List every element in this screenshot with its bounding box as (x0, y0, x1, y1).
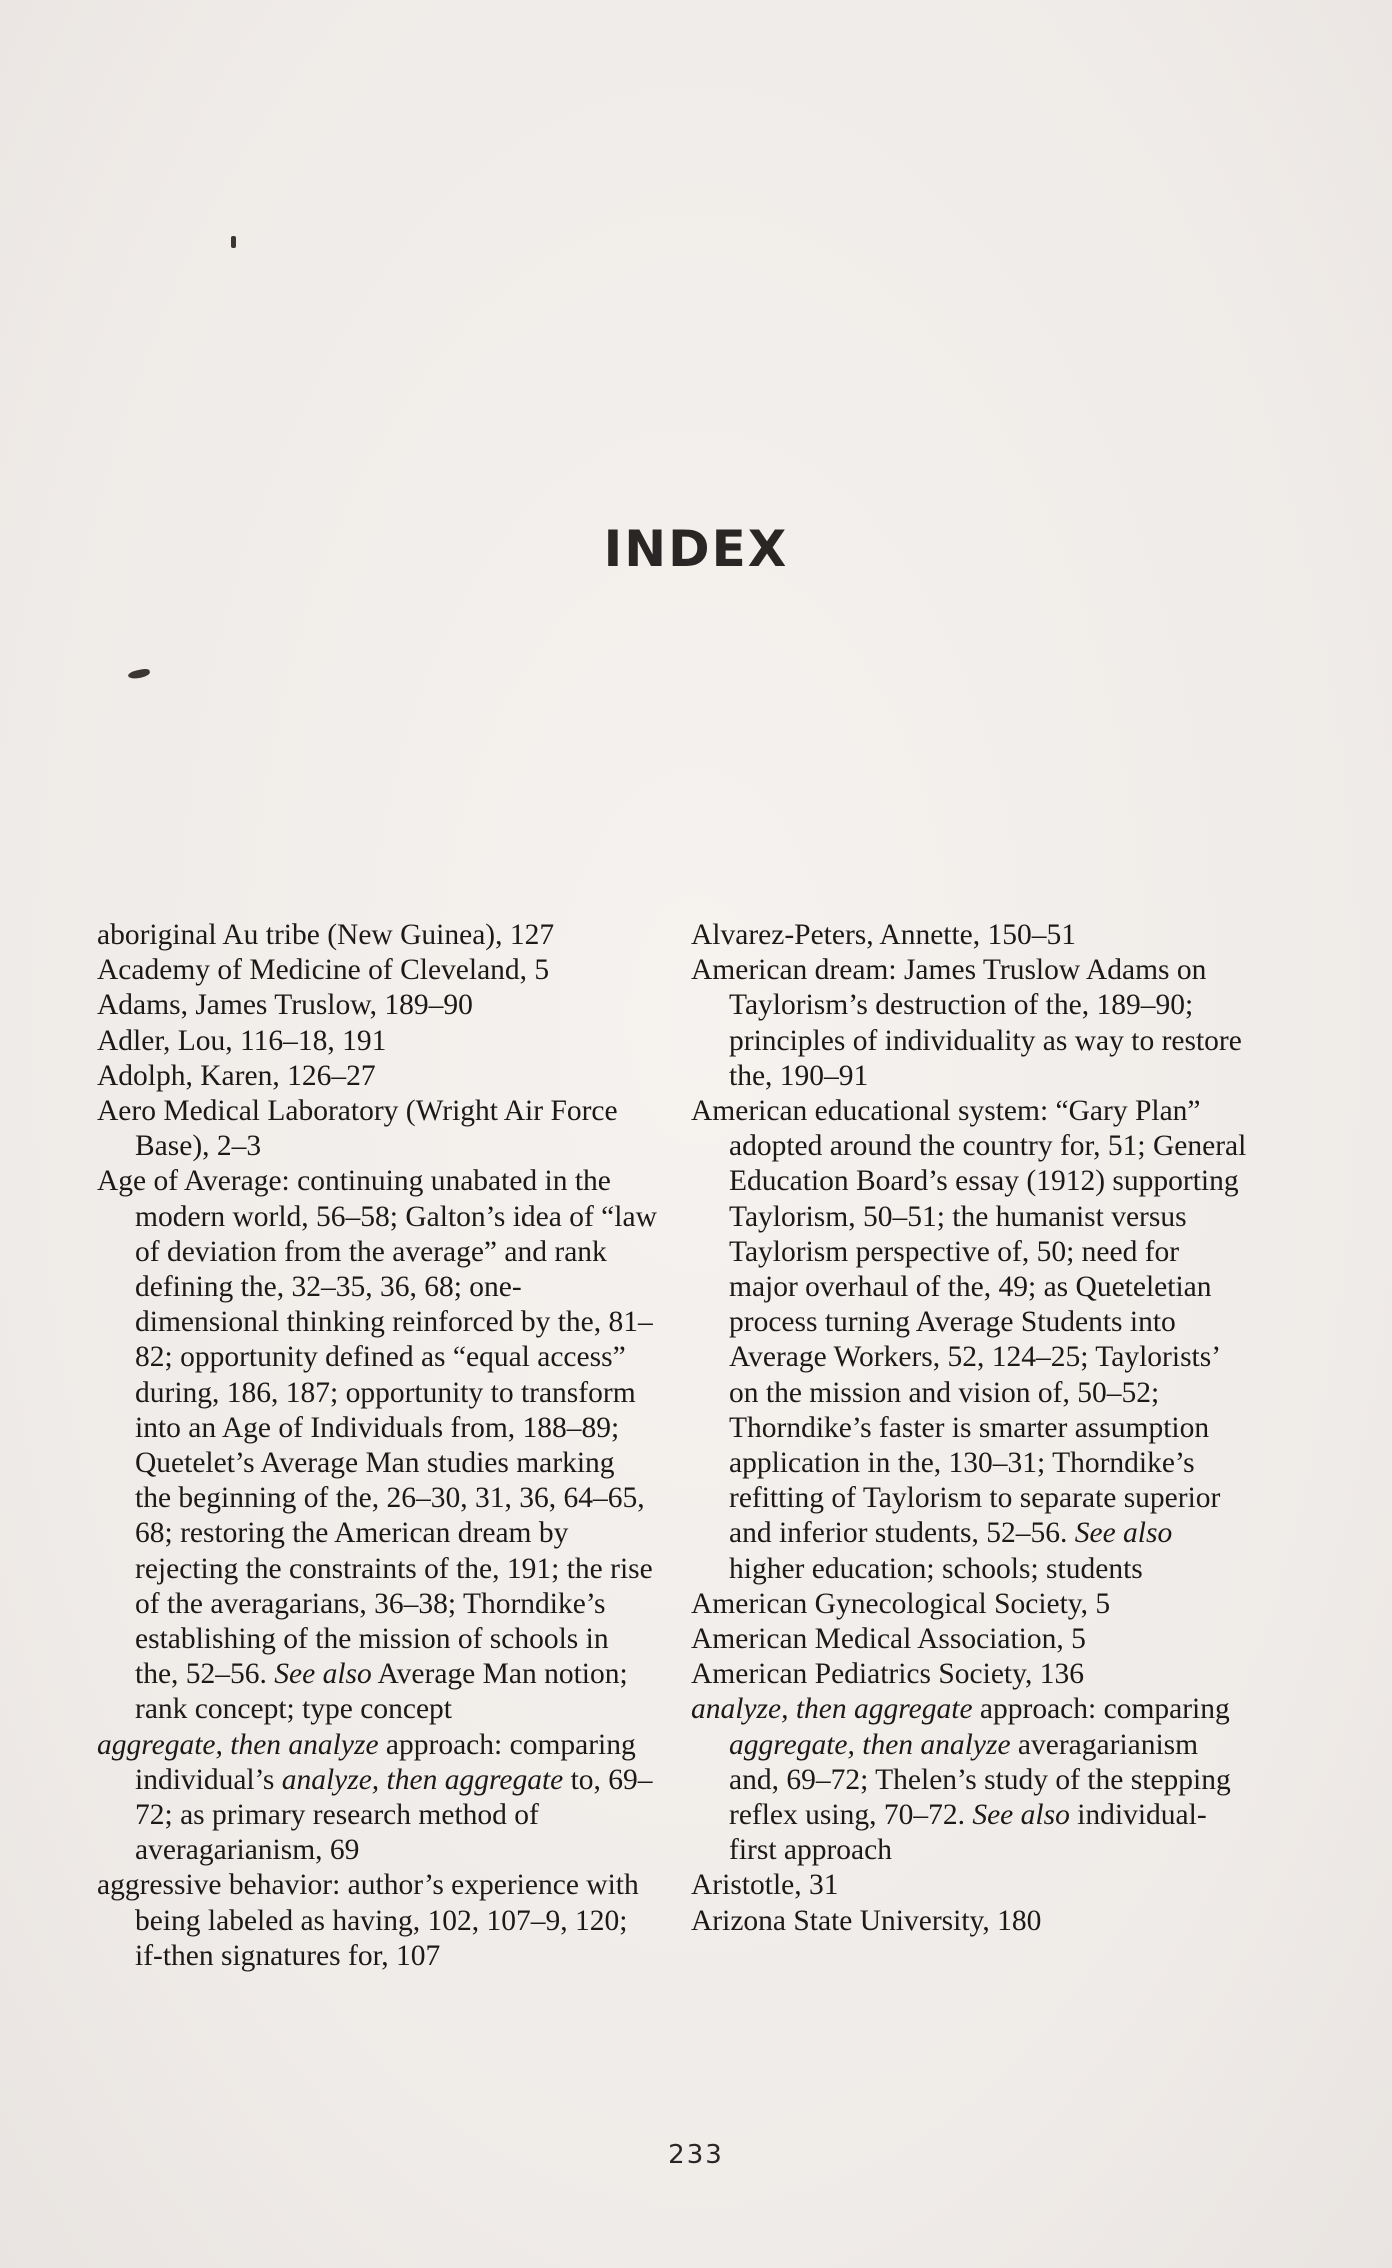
index-entry-text: to, 69–72; as primary research method of averagarianism, 69 (135, 1763, 653, 1867)
index-entry-text: American Gynecological Society, 5 (691, 1587, 1111, 1620)
index-entry-text: higher education; schools; students (729, 1552, 1143, 1585)
index-entry (97, 1059, 657, 1094)
index-entry-text: American Pediatrics Society, 136 (691, 1658, 1084, 1691)
index-entry-text: Age of Average: continuing unabated in the modern world, 56–58; Galton’s idea of “law of deviation from the average” and rank defining the, 32–35, 36, 68; one-dimensional thinking reinforced by the, 81–82; opportunity defined as “equal access” during, 186, 187; opportunity to transform into an Age of Individuals from, 188–89; Quetelet’s Average Man studies marking the beginning of the, 26–30, 31, 36, 64–65, 68; restoring the American dream by rejecting the constraints of the, 191; the rise of the averagarians, 36–38; Thorndike’s establishing of the mission of schools in the, 52–56. (97, 1165, 657, 1691)
index-entry (691, 1094, 1251, 1587)
index-entry (97, 988, 657, 1023)
index-entry-text: aggressive behavior: author’s experience with being labeled as having, 102, 107–9, 120; if-then signatures for, 107 (97, 1869, 639, 1972)
index-entry-italic-text: aggregate, then analyze (97, 1728, 379, 1761)
index-entry (97, 918, 657, 953)
index-entry-text: individual-first approach (729, 1799, 1207, 1867)
index-entry-text: Arizona State University, 180 (691, 1904, 1042, 1937)
index-entry (97, 1728, 657, 1869)
index-entry-text: Aero Medical Laboratory (Wright Air Force Base), 2–3 (97, 1095, 618, 1163)
index-entry-text: approach: comparing individual’s (135, 1728, 636, 1796)
index-entry (97, 1094, 657, 1164)
index-entry-text: American educational system: “Gary Plan” adopted around the country for, 51; General Education Board’s essay (1912) supporting Taylorism, 50–51; the humanist versus Taylorism perspective of, 50; need for major overhaul of the, 49; as Queteletian process turning Average Students into Average Workers, 52, 124–25; Taylorists’ on the mission and vision of, 50–52; Thorndike’s faster is smarter assumption application in the, 130–31; Thorndike’s refitting of Taylorism to separate superior and inferior students, 52–56. (691, 1095, 1247, 1550)
page-number: 233 (668, 2140, 724, 2170)
index-entry (97, 1868, 657, 1974)
index-entry (691, 1587, 1251, 1622)
index-entry-text: aboriginal Au tribe (New Guinea), 127 (97, 919, 555, 951)
index-entry (691, 1622, 1251, 1657)
ink-speck (231, 236, 236, 248)
index-entry (97, 953, 657, 988)
ink-speck (127, 668, 150, 680)
index-entry (691, 1868, 1251, 1903)
index-entry (691, 1692, 1251, 1868)
index-entry-text: averagarianism and, 69–72; Thelen’s study of the stepping reflex using, 70–72. (729, 1728, 1231, 1832)
index-entry-text: Alvarez-Peters, Annette, 150–51 (691, 919, 1077, 951)
index-entry-text: Average Man notion; rank concept; type concept (135, 1658, 628, 1726)
index-entry-text: Adler, Lou, 116–18, 191 (97, 1024, 387, 1057)
index-entry (691, 1657, 1251, 1692)
index-entry-text: Adams, James Truslow, 189–90 (97, 989, 473, 1022)
index-entry-text: approach: comparing (972, 1693, 1230, 1726)
index-entry-italic-text: aggregate, then analyze (729, 1728, 1011, 1761)
index-entry-italic-text: See also (1074, 1517, 1173, 1550)
index-entry (691, 953, 1251, 1094)
page-title: INDEX (603, 520, 789, 578)
index-entry-text: Aristotle, 31 (691, 1869, 839, 1902)
index-entry-italic-text: See also (972, 1799, 1070, 1832)
index-entry-italic-text: analyze, then aggregate (691, 1693, 973, 1726)
index-entry-text: American dream: James Truslow Adams on Taylorism’s destruction of the, 189–90; principles of individuality as way to restore the, 190–91 (691, 954, 1242, 1092)
index-entry-text: Adolph, Karen, 126–27 (97, 1059, 376, 1092)
index-entry (97, 1164, 657, 1727)
index-column-left (97, 918, 657, 1974)
index-entry (691, 918, 1251, 953)
index-entry (97, 1024, 657, 1059)
index-entry (691, 1904, 1251, 1939)
index-column-right (691, 918, 1251, 1939)
index-entry-italic-text: See also (274, 1658, 372, 1691)
index-entry-text: American Medical Association, 5 (691, 1623, 1086, 1656)
index-entry-text: Academy of Medicine of Cleveland, 5 (97, 954, 550, 987)
index-entry-italic-text: analyze, then aggregate (281, 1763, 564, 1796)
